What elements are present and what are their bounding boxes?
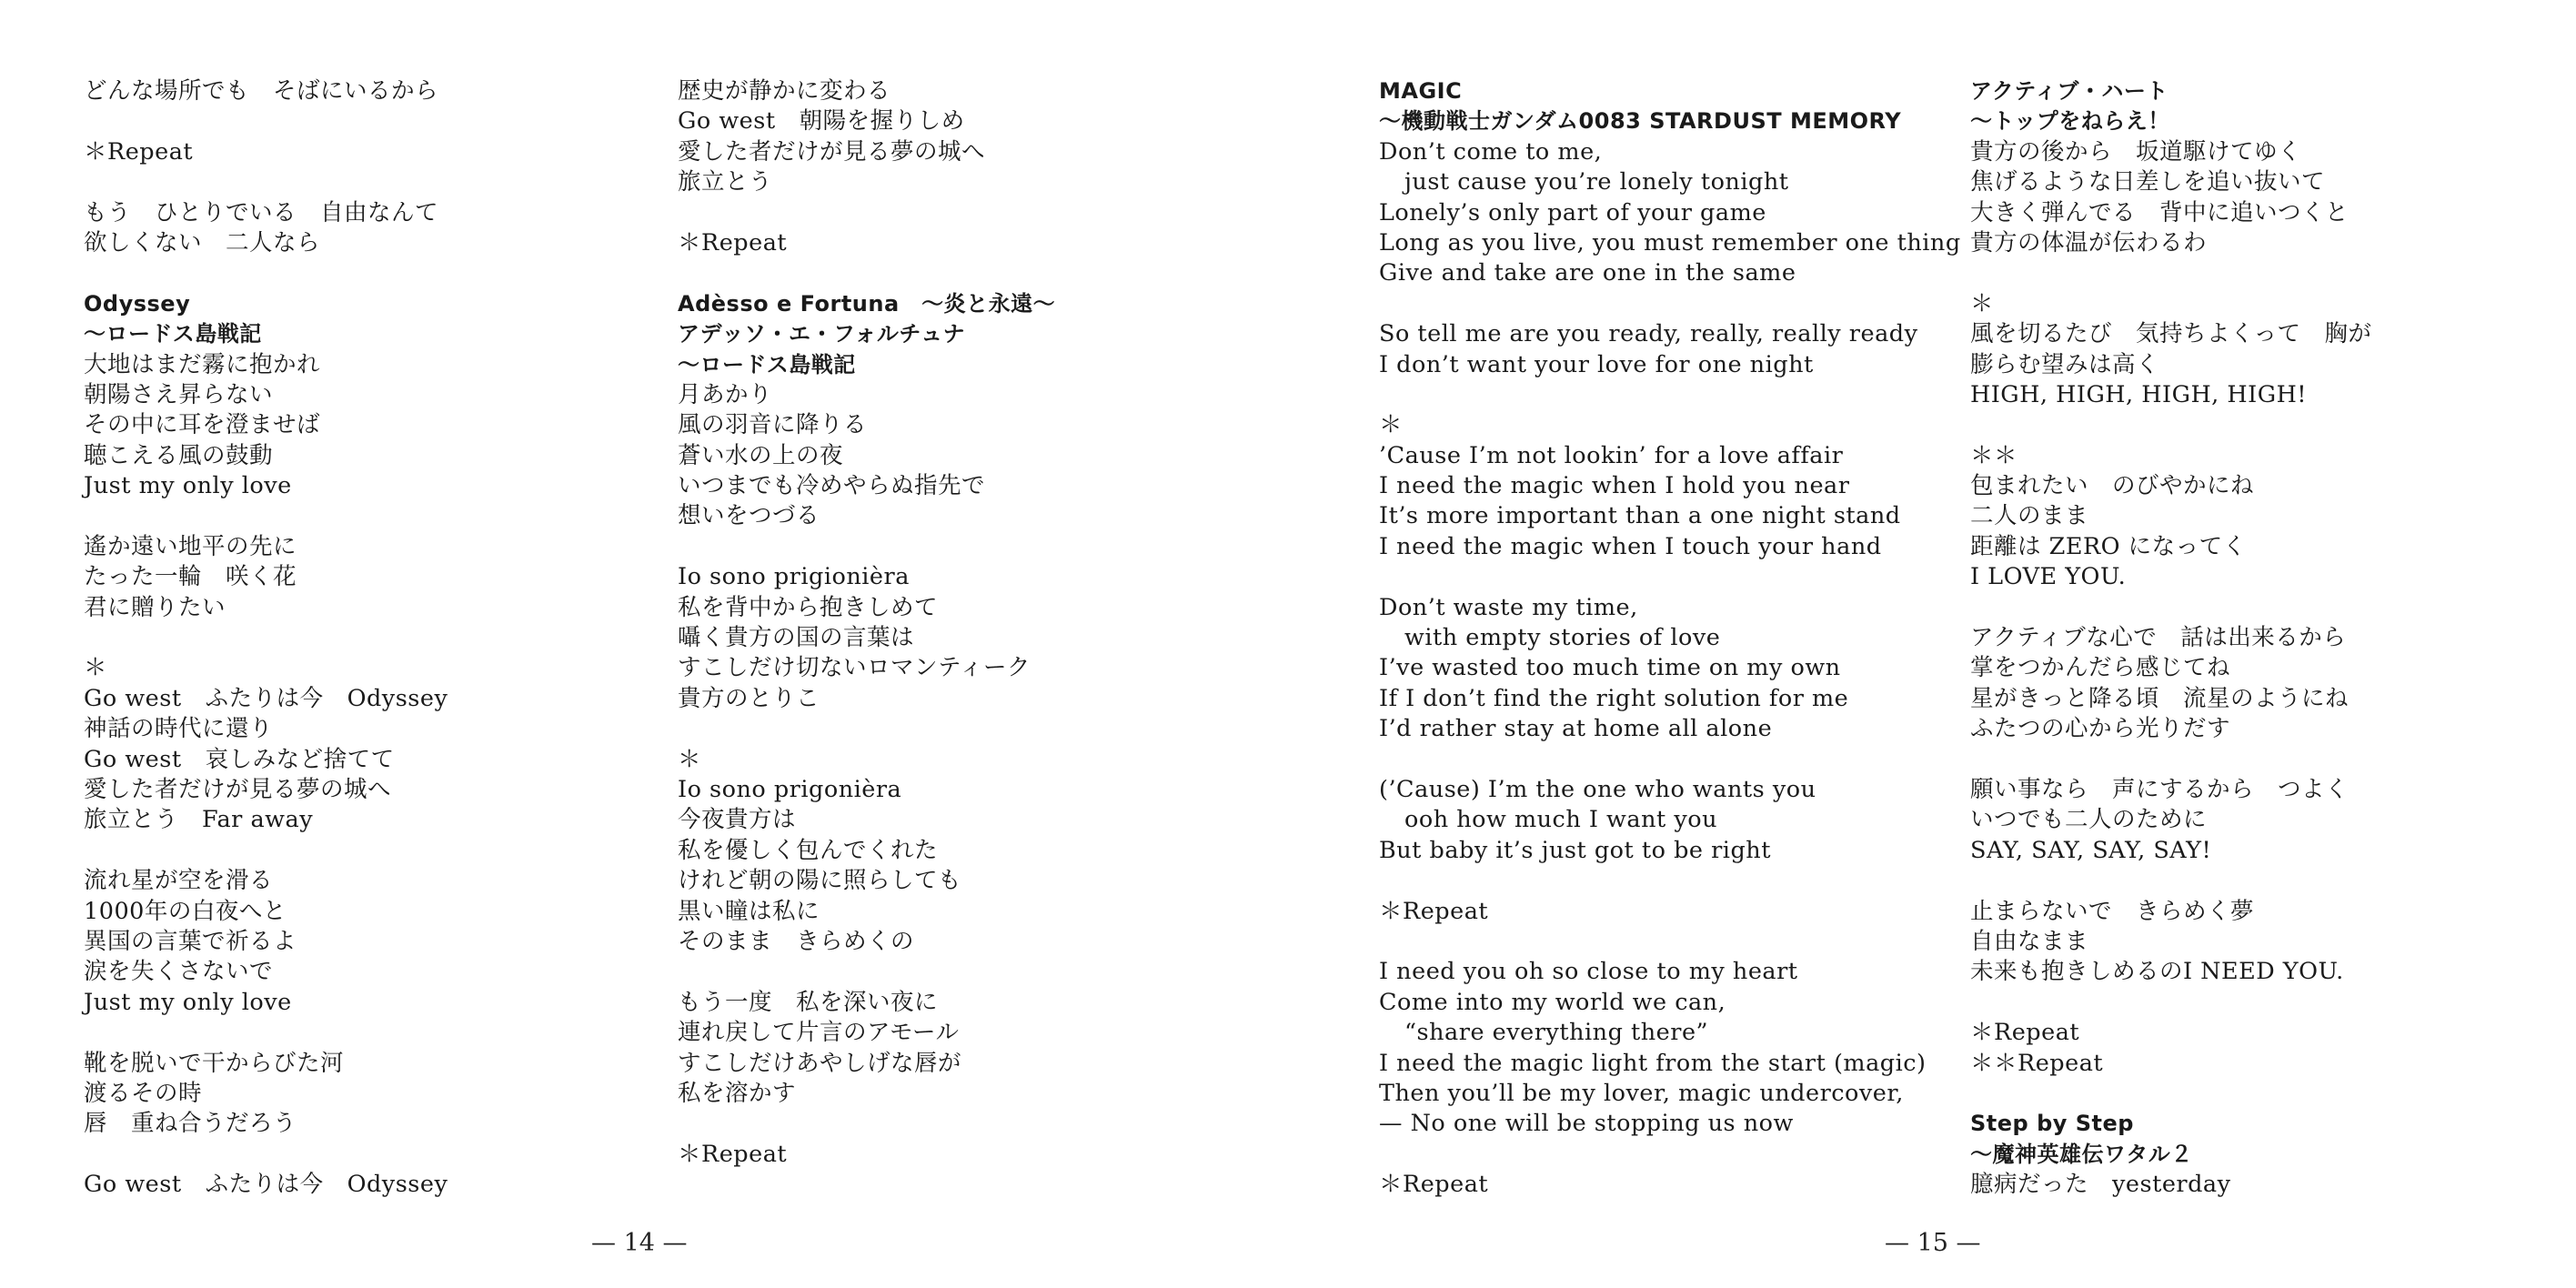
lyric-line: I need the magic when I touch your hand <box>1379 532 1882 560</box>
lyrics-column-3 <box>1379 76 1961 1200</box>
lyric-line: 止まらないで きらめく夢 <box>1970 897 2255 925</box>
blank-line <box>678 258 1260 288</box>
song-title: Adèsso e Fortuna 〜炎と永遠〜 <box>678 290 1056 317</box>
blank-line <box>1379 866 1961 896</box>
lyric-line: 包まれたい のびやかにね <box>1970 472 2255 500</box>
lyric-line: すこしだけ切ないロマンティーク <box>678 654 1031 682</box>
song-title: Odyssey <box>84 290 191 317</box>
lyric-line: 貴方の体温が伝わるわ <box>1970 228 2208 257</box>
lyric-line: Long as you live, you must remember one thing <box>1379 228 1961 257</box>
lyric-line: 連れ戻して片言のアモール <box>678 1019 960 1047</box>
lyric-line: 靴を脱いで干からびた河 <box>84 1049 345 1077</box>
song-subtitle: アデッソ・エ・フォルチュナ <box>678 321 966 347</box>
lyric-line: 蒼い水の上の夜 <box>678 441 844 469</box>
lyric-line: 私を背中から抱きしめて <box>678 593 939 621</box>
blank-line <box>1970 410 2552 440</box>
lyric-line: 聴こえる風の鼓動 <box>84 441 274 469</box>
blank-line <box>84 1140 666 1170</box>
blank-line <box>1970 988 2552 1018</box>
blank-line <box>84 1018 666 1048</box>
lyric-line: もう一度 私を深い夜に <box>678 988 939 1016</box>
lyric-line: 大きく弾んでる 背中に追いつくと <box>1970 198 2350 226</box>
lyric-line: just cause you’re lonely tonight <box>1404 168 1789 196</box>
lyric-line: そのまま きらめくの <box>678 927 915 955</box>
blank-line <box>84 501 666 531</box>
lyric-line: But baby it’s just got to be right <box>1379 836 1771 864</box>
blank-line <box>84 167 666 197</box>
lyric-line: もう ひとりでいる 自由なんて <box>84 198 439 226</box>
lyric-line: If I don’t find the right solution for me <box>1379 684 1849 712</box>
lyric-line: 想いをつづる <box>678 502 820 530</box>
lyric-line: ＊ <box>1379 411 1404 439</box>
lyric-line: 唇 重ね合うだろう <box>84 1110 297 1138</box>
blank-line <box>1970 593 2552 623</box>
lyric-line: It’s more important than a one night stand <box>1379 502 1901 530</box>
lyric-line: 旅立とう Far away <box>84 806 314 834</box>
lyric-line: 自由なまま <box>1970 927 2089 955</box>
lyric-line: “share everything there” <box>1404 1019 1709 1047</box>
lyric-line: 神話の時代に還り <box>84 715 274 743</box>
lyric-line: すこしだけあやしげな唇が <box>678 1049 962 1077</box>
lyric-line: 臆病だった yesterday <box>1970 1171 2231 1199</box>
lyric-line: Io sono prigionièra <box>678 563 910 591</box>
lyric-line: Lonely’s only part of your game <box>1379 198 1766 226</box>
lyric-line: Go west ふたりは今 Odyssey <box>84 1171 448 1199</box>
lyric-line: 朝陽さえ昇らない <box>84 380 274 408</box>
blank-line <box>1970 258 2552 288</box>
lyric-line: 黒い瞳は私に <box>678 897 820 925</box>
lyric-line: 距離は ZERO になってく <box>1970 532 2247 560</box>
lyric-line: Come into my world we can, <box>1379 988 1726 1016</box>
lyric-line: いつまでも冷めやらぬ指先で <box>678 472 986 500</box>
lyric-line: Go west ふたりは今 Odyssey <box>84 684 448 712</box>
lyrics-column-1 <box>84 76 666 1200</box>
lyric-line: — No one will be stopping us now <box>1379 1110 1794 1138</box>
lyric-line: 旅立とう <box>678 168 773 196</box>
lyric-line: アクティブな心で 話は出来るから <box>1970 624 2347 652</box>
song-subtitle: 〜ロードス島戦記 <box>678 351 856 377</box>
lyric-line: ’Cause I’m not lookin’ for a love affair <box>1379 441 1844 469</box>
blank-line <box>84 836 666 866</box>
blank-line <box>1379 745 1961 775</box>
song-title: アクティブ・ハート <box>1970 78 2168 104</box>
lyric-line: 焦げるような日差しを追い抜いて <box>1970 168 2326 196</box>
page-number: — 15 — <box>1885 1229 1981 1257</box>
lyric-line: 私を優しく包んでくれた <box>678 836 939 864</box>
lyric-line: 星がきっと降る頃 流星のようにね <box>1970 684 2350 712</box>
lyric-line: 異国の言葉で祈るよ <box>84 927 297 955</box>
lyric-line: Go west 哀しみなど捨てて <box>84 745 395 773</box>
lyric-line: 今夜貴方は <box>678 806 797 834</box>
lyric-line: 欲しくない 二人なら <box>84 228 321 257</box>
lyric-line: So tell me are you ready, really, really ready <box>1379 320 1918 348</box>
lyric-line: ＊ <box>678 745 702 773</box>
lyric-line: 未来も抱きしめるのI NEED YOU. <box>1970 958 2344 986</box>
lyric-line: SAY, SAY, SAY, SAY! <box>1970 836 2212 864</box>
blank-line <box>1970 745 2552 775</box>
lyric-line: 1000年の白夜へと <box>84 897 287 925</box>
lyric-line: いつでも二人のために <box>1970 806 2208 834</box>
lyric-line: I need the magic when I hold you near <box>1379 472 1850 500</box>
lyric-line: Then you’ll be my lover, magic undercover, <box>1379 1079 1904 1107</box>
lyric-line: 風の羽音に降りる <box>678 411 868 439</box>
lyric-line: 願い事なら 声にするから つよく <box>1970 775 2350 803</box>
lyric-line: ＊Repeat <box>1379 897 1489 925</box>
lyric-line: Don’t waste my time, <box>1379 593 1638 621</box>
lyric-line: ＊Repeat <box>678 1140 788 1168</box>
lyric-line: ＊Repeat <box>678 228 788 257</box>
lyric-line: ＊Repeat <box>1379 1171 1489 1199</box>
blank-line <box>1379 1140 1961 1170</box>
lyric-line: ＊Repeat <box>84 137 194 166</box>
lyric-line: (’Cause) I’m the one who wants you <box>1379 775 1816 803</box>
lyric-line: 風を切るたび 気持ちよくって 胸が <box>1970 320 2372 348</box>
blank-line <box>1379 289 1961 319</box>
blank-line <box>84 623 666 653</box>
song-subtitle: 〜機動戦士ガンダム0083 STARDUST MEMORY <box>1379 108 1902 135</box>
song-title: Step by Step <box>1970 1111 2134 1137</box>
lyric-line: 渡るその時 <box>84 1079 203 1107</box>
lyric-line: 涙を失くさないで <box>84 958 274 986</box>
lyric-line: 君に贈りたい <box>84 593 226 621</box>
lyric-line: ooh how much I want you <box>1404 806 1718 834</box>
lyric-line: I LOVE YOU. <box>1970 563 2127 591</box>
lyric-line: Go west 朝陽を握りしめ <box>678 107 965 136</box>
lyric-line: I need you oh so close to my heart <box>1379 958 1798 986</box>
song-title: MAGIC <box>1379 78 1463 104</box>
lyric-line: 囁く貴方の国の言葉は <box>678 624 915 652</box>
lyric-line: 流れ星が空を滑る <box>84 867 274 895</box>
lyric-line: 膨らむ望みは高く <box>1970 350 2160 378</box>
lyric-line: たった一輪 咲く花 <box>84 563 297 591</box>
blank-line <box>84 258 666 288</box>
lyric-line: with empty stories of love <box>1404 624 1721 652</box>
lyric-line: ＊＊Repeat <box>1970 1049 2104 1077</box>
blank-line <box>1970 1079 2552 1109</box>
lyric-line: 大地はまだ霧に抱かれ <box>84 350 321 378</box>
page-number: — 14 — <box>591 1229 688 1257</box>
song-subtitle: 〜魔神英雄伝ワタル２ <box>1970 1141 2193 1167</box>
lyric-line: 掌をつかんだら感じてね <box>1970 654 2231 682</box>
lyric-line: ふたつの心から光りだす <box>1970 715 2231 743</box>
lyric-line: I’d rather stay at home all alone <box>1379 715 1773 743</box>
blank-line <box>678 1109 1260 1139</box>
lyric-line: ＊＊ <box>1970 441 2018 469</box>
lyric-line: Io sono prigonièra <box>678 775 902 803</box>
lyric-line: Give and take are one in the same <box>1379 259 1796 287</box>
lyric-line: 歴史が静かに変わる <box>678 77 891 105</box>
lyric-line: けれど朝の陽に照らしても <box>678 867 962 895</box>
lyric-line: I need the magic light from the start (magic) <box>1379 1049 1927 1077</box>
lyric-line: Don’t come to me, <box>1379 137 1603 166</box>
lyric-line: HIGH, HIGH, HIGH, HIGH! <box>1970 380 2308 408</box>
lyric-line: その中に耳を澄ませば <box>84 411 321 439</box>
lyric-line: 遙か遠い地平の先に <box>84 532 297 560</box>
lyrics-column-4 <box>1970 76 2552 1200</box>
lyric-line: 二人のまま <box>1970 502 2089 530</box>
blank-line <box>678 957 1260 987</box>
lyric-line: 月あかり <box>678 380 773 408</box>
lyric-line: ＊Repeat <box>1970 1019 2080 1047</box>
blank-line <box>678 198 1260 228</box>
lyric-line: 愛した者だけが見る夢の城へ <box>84 775 392 803</box>
blank-line <box>1379 380 1961 410</box>
lyric-line: 私を溶かす <box>678 1079 797 1107</box>
lyrics-column-2 <box>678 76 1260 1170</box>
blank-line <box>678 532 1260 562</box>
lyric-line: I don’t want your love for one night <box>1379 350 1814 378</box>
song-subtitle: 〜ロードス島戦記 <box>84 321 262 347</box>
lyric-line: どんな場所でも そばにいるから <box>84 77 439 105</box>
lyric-line: ＊ <box>84 654 108 682</box>
blank-line <box>1379 562 1961 592</box>
lyric-line: 貴方のとりこ <box>678 684 820 712</box>
blank-line <box>678 714 1260 744</box>
blank-line <box>1379 927 1961 957</box>
blank-line <box>84 106 666 136</box>
song-subtitle: 〜トップをねらえ！ <box>1970 108 2170 135</box>
blank-line <box>1970 866 2552 896</box>
lyric-line: I’ve wasted too much time on my own <box>1379 654 1841 682</box>
lyric-line: Just my only love <box>84 472 292 500</box>
lyric-line: 貴方の後から 坂道駆けてゆく <box>1970 137 2302 166</box>
lyric-line: 愛した者だけが見る夢の城へ <box>678 137 986 166</box>
lyric-line: ＊ <box>1970 289 1995 317</box>
lyric-line: Just my only love <box>84 988 292 1016</box>
